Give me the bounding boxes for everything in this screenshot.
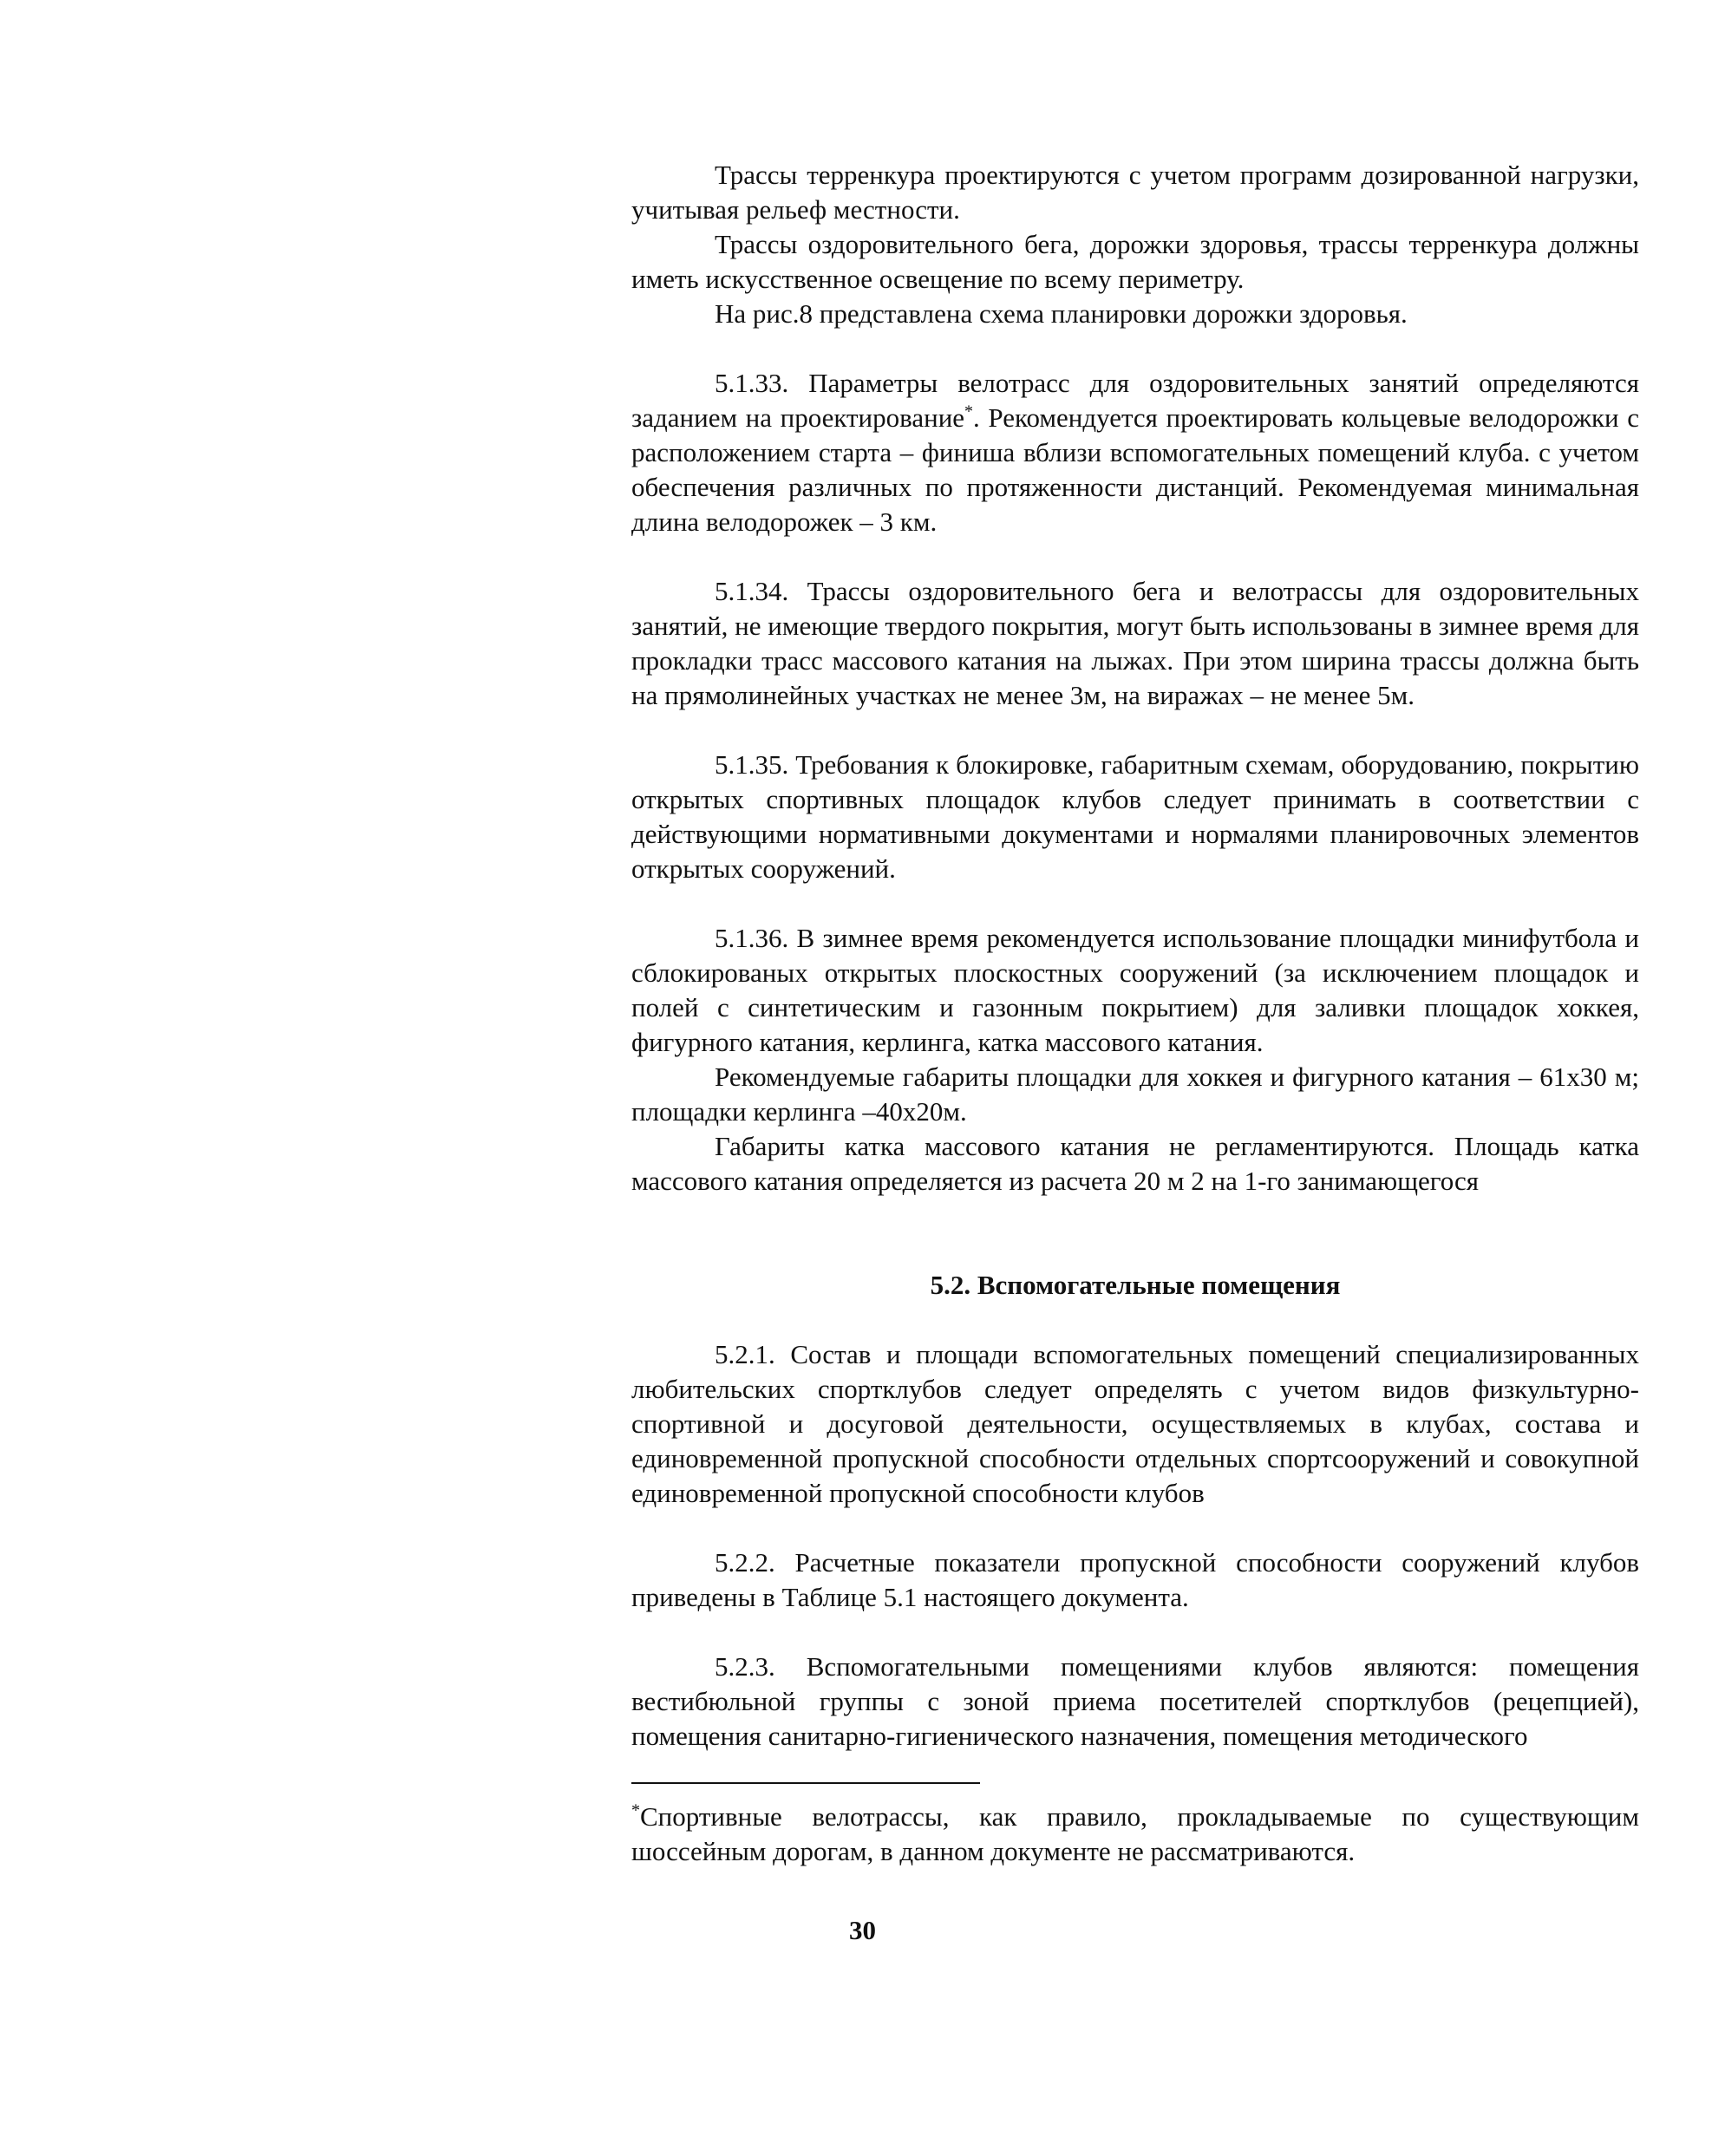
footnote bbox=[631, 1800, 1639, 1869]
footnote-mark: * bbox=[631, 1800, 640, 1820]
paragraph-skating-rink: Габариты катка массового катания не регламентируются. Площадь катка массового катания определяется из расчета 20 м 2 на 1-го занимающегося bbox=[631, 1131, 1639, 1196]
spacer bbox=[631, 1511, 1639, 1545]
paragraph-5-1-33-part2: . Рекомендуется проектировать кольцевые велодорожки с расположением старта – финиша вблизи вспомогательных помещений клуба. с учетом обеспечения различных по протяженности дистанций. Рекомендуемая минимальная длина велодорожек – 3 км. bbox=[631, 402, 1639, 537]
paragraph-5-2-2: 5.2.2. Расчетные показатели пропускной способности сооружений клубов приведены в Таблице 5.1 настоящего документа. bbox=[631, 1547, 1639, 1612]
footnote-body: Спортивные велотрассы, как правило, прокладываемые по существующим шоссейным дорогам, в данном документе не рассматриваются. bbox=[631, 1801, 1639, 1866]
paragraph-terrenkur-load: Трассы терренкура проектируются с учетом программ дозированной нагрузки, учитывая рельеф местности. bbox=[631, 160, 1639, 225]
paragraph-5-1-34: 5.1.34. Трассы оздоровительного бега и велотрассы для оздоровительных занятий, не имеющие твердого покрытия, могут быть использованы в зимнее время для прокладки трасс массового катания на лыжах. При этом ширина трассы должна быть на прямолинейных участках не менее 3м, на виражах – не менее 5м. bbox=[631, 576, 1639, 710]
paragraph-hockey-dimensions: Рекомендуемые габариты площадки для хоккея и фигурного катания – 61x30 м; площадки керлинга –40x20м. bbox=[631, 1062, 1639, 1127]
spacer bbox=[631, 331, 1639, 366]
paragraph-5-1-33 bbox=[631, 366, 1639, 539]
spacer bbox=[631, 1303, 1639, 1337]
paragraph-figure-ref: На рис.8 представлена схема планировки дорожки здоровья. bbox=[715, 298, 1408, 329]
spacer bbox=[631, 713, 1639, 748]
spacer bbox=[631, 539, 1639, 574]
spacer bbox=[631, 1199, 1639, 1268]
spacer bbox=[631, 886, 1639, 921]
paragraph-lighting: Трассы оздоровительного бега, дорожки здоровья, трассы терренкура должны иметь искусственное освещение по всему периметру. bbox=[631, 229, 1639, 294]
footnote-divider bbox=[631, 1782, 980, 1784]
paragraph-5-1-33-part1: 5.1.33. Параметры велотрасс для оздоровительных занятий определяются заданием на проектирование bbox=[631, 368, 1639, 433]
paragraph-5-2-1: 5.2.1. Состав и площади вспомогательных помещений специализированных любительских спортклубов следует определять с учетом видов физкультурно-спортивной и досуговой деятельности, осуществляемых в клубах, состава и единовременной пропускной способности отдельных спортсооружений и совокупной единовременной пропускной способности клубов bbox=[631, 1339, 1639, 1508]
page-number: 30 bbox=[849, 1915, 876, 1945]
paragraph-5-1-35: 5.1.35. Требования к блокировке, габаритным схемам, оборудованию, покрытию открытых спортивных площадок клубов следует принимать в соответствии с действующими нормативными документами и нормалями планировочных элементов открытых сооружений. bbox=[631, 749, 1639, 884]
paragraph-5-1-36: 5.1.36. В зимнее время рекомендуется использование площадки минифутбола и сблокированых открытых плоскостных сооружений (за исключением площадок и полей с синтетическим и газонным покрытием) для заливки площадок хоккея, фигурного катания, керлинга, катка массового катания. bbox=[631, 923, 1639, 1057]
spacer bbox=[631, 1615, 1639, 1650]
footnote-reference: * bbox=[964, 402, 974, 421]
footnote-text bbox=[631, 1800, 1639, 1869]
body-text bbox=[631, 158, 1639, 1754]
paragraph-5-2-3: 5.2.3. Вспомогательными помещениями клубов являются: помещения вестибюльной группы с зоной приема посетителей спортклубов (рецепцией), помещения санитарно-гигиенического назначения, помещения методического bbox=[631, 1651, 1639, 1751]
section-heading: 5.2. Вспомогательные помещения bbox=[930, 1270, 1341, 1300]
